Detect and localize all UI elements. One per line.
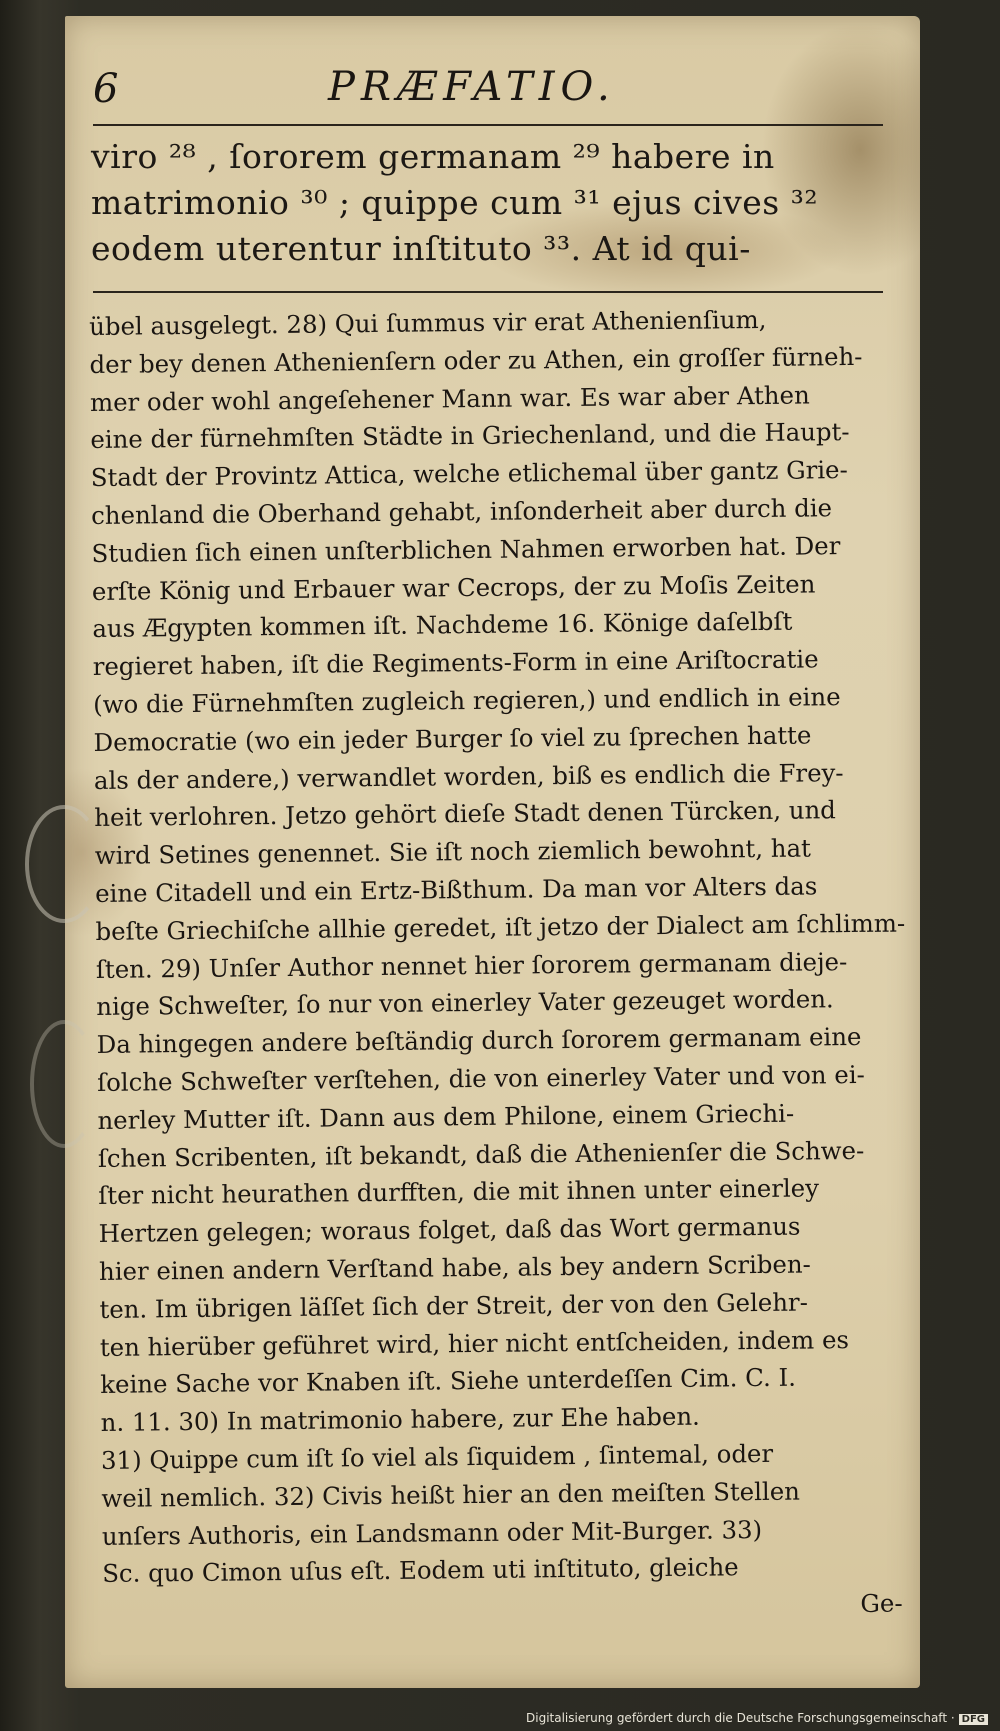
note-line: unſers Authoris, ein Landsmann oder Mit-Burger. 33) xyxy=(101,1514,763,1551)
note-line: Sc. quo Cimon uſus eſt. Eodem uti inſtituto, gleiche xyxy=(102,1552,739,1589)
note-line: n. 11. 30) In matrimonio habere, zur Ehe haben. xyxy=(100,1401,700,1438)
digitization-credit xyxy=(526,1711,988,1725)
note-line: ten. Im übrigen läſſet ſich der Streit, der von den Gelehr- xyxy=(99,1287,809,1324)
footnotes xyxy=(89,300,911,1631)
binding-ring xyxy=(25,805,103,923)
note-line: aus Ægypten kommen iſt. Nachdeme 16. Könige daſelbſt xyxy=(92,607,793,644)
note-line: Democratie (wo ein jeder Burger ſo viel zu ſprechen hatte xyxy=(93,720,812,757)
note-line: ſten. 29) Unſer Author nennet hier ſororem germanam dieje- xyxy=(95,946,848,984)
main-text-line: viro ²⁸ , ſororem germanam ²⁹ habere in xyxy=(91,137,775,176)
main-text-line: matrimonio ³⁰ ; quippe cum ³¹ ejus cives ³² xyxy=(91,183,819,222)
book-page xyxy=(65,16,920,1688)
note-line: nerley Mutter iſt. Dann aus dem Philone, einem Griechi- xyxy=(97,1098,795,1135)
credit-text: Digitalisierung gefördert durch die Deutsche Forschungsgemeinschaft · xyxy=(526,1711,955,1725)
note-line: eine der fürnehmſten Städte in Griechenland, und die Haupt- xyxy=(90,417,850,455)
note-line: 31) Quippe cum iſt ſo viel als ſiquidem , ſintemal, oder xyxy=(100,1438,774,1475)
header-rule xyxy=(93,124,883,126)
note-line: ten hierüber geführet wird, hier nicht entſcheiden, indem es xyxy=(99,1324,850,1362)
running-head: PRÆFATIO. xyxy=(328,64,616,110)
note-line: beſte Griechiſche allhie geredet, iſt jetzo der Dialect am ſchlimm- xyxy=(95,908,906,946)
note-line: Hertzen gelegen; woraus folget, daß das Wort germanus xyxy=(98,1211,801,1249)
note-line: Studien ſich einen unſterblichen Nahmen erworben hat. Der xyxy=(91,530,841,568)
main-text xyxy=(91,134,891,272)
note-line: Stadt der Provintz Attica, welche etlichemal über gantz Grie- xyxy=(90,455,848,493)
note-line: als der andere,) verwandlet worden, biß es endlich die Frey- xyxy=(93,757,844,795)
note-line: hier einen andern Verſtand habe, als bey andern Scriben- xyxy=(98,1249,811,1286)
main-text-line: eodem uterentur inſtituto ³³. At id qui- xyxy=(91,229,751,268)
note-line: ſchen Scribenten, iſt bekandt, daß die Athenienſer die Schwe- xyxy=(97,1135,865,1173)
note-line: der bey denen Athenienſern oder zu Athen, ein groſſer fürneh- xyxy=(89,341,863,379)
note-line: keine Sache vor Knaben iſt. Siehe unterdeſſen Cim. C. I. xyxy=(100,1362,797,1400)
note-line: heit verlohren. Jetzo gehört dieſe Stadt denen Türcken, und xyxy=(94,795,836,833)
note-line: weil nemlich. 32) Civis heißt hier an den meiſten Stellen xyxy=(101,1476,801,1513)
dfg-logo: DFG xyxy=(959,1714,988,1725)
note-line: (wo die Fürnehmſten zugleich regieren,) und endlich in eine xyxy=(92,682,841,719)
page-number: 6 xyxy=(93,66,119,112)
note-line: nige Schweſter, ſo nur von einerley Vater gezeuget worden. xyxy=(96,984,834,1022)
note-line: eine Citadell und ein Ertz-Bißthum. Da man vor Alters das xyxy=(94,871,818,908)
note-line: ſolche Schweſter verſtehen, die von einerley Vater und von ei- xyxy=(96,1059,865,1097)
note-line: regieret haben, iſt die Regiments-Form in eine Ariſtocratie xyxy=(92,644,819,682)
binding-ring xyxy=(30,1020,98,1148)
note-line: übel ausgelegt. 28) Qui ſummus vir erat Athenienſium, xyxy=(89,304,767,341)
note-line: Da hingegen andere beſtändig durch ſororem germanam eine xyxy=(96,1022,862,1060)
page-header xyxy=(93,56,883,116)
notes-separator-rule xyxy=(93,291,883,293)
note-line: mer oder wohl angeſehener Mann war. Es war aber Athen xyxy=(89,380,810,417)
note-line: ſter nicht heurathen durfften, die mit ihnen unter einerley xyxy=(98,1173,820,1211)
note-line: erſte König und Erbauer war Cecrops, der zu Moſis Zeiten xyxy=(91,568,816,606)
note-line: chenland die Oberhand gehabt, inſonderheit aber durch die xyxy=(91,493,833,530)
note-line: wird Setines genennet. Sie iſt noch ziemlich bewohnt, hat xyxy=(94,833,811,871)
note-line: Ge- xyxy=(860,1588,903,1619)
